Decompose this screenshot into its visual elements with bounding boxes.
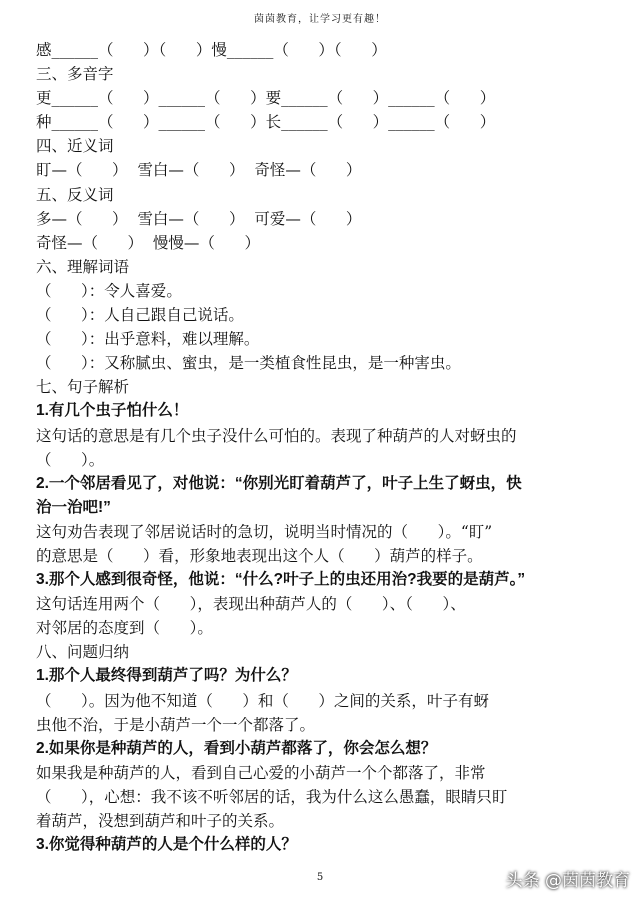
worksheet-body [36, 38, 620, 857]
worksheet-line: 1.那个人最终得到葫芦了吗？为什么？ [36, 667, 297, 685]
worksheet-line: 2.一个邻居看见了，对他说：“你别光盯着葫芦了，叶子上生了蚜虫，快 [36, 474, 522, 492]
page-number: 5 [316, 872, 324, 883]
worksheet-line: （ ）。 [36, 450, 105, 469]
worksheet-line: （ ）。因为他不知道（ ）和（ ）之间的关系，叶子有蚜 [36, 691, 489, 710]
worksheet-line: 3.那个人感到很奇怪，他说：“什么?叶子上的虫还用治?我要的是葫芦。” [36, 571, 526, 589]
worksheet-line: （ ）：又称腻虫、蜜虫，是一类植食性昆虫，是一种害虫。 [36, 354, 461, 373]
worksheet-line: 多—（ ） 雪白—（ ） 可爱—（ ） [36, 209, 362, 228]
worksheet-line: 四、近义词 [36, 137, 114, 156]
worksheet-line: 着葫芦，没想到葫芦和叶子的关系。 [36, 812, 285, 830]
worksheet-line: 2.如果你是种葫芦的人，看到小葫芦都落了，你会怎么想？ [36, 739, 437, 757]
worksheet-line: （ ）：出乎意料，难以理解。 [36, 330, 260, 349]
worksheet-line: 五、反义词 [36, 185, 114, 204]
worksheet-line: 盯—（ ） 雪白—（ ） 奇怪—（ ） [36, 161, 362, 180]
worksheet-line: 对邻居的态度到（ ）。 [36, 619, 213, 638]
worksheet-line: 七、句子解析 [36, 378, 130, 397]
worksheet-line: 这句话的意思是有几个虫子没什么可怕的。表现了种葫芦的人对蚜虫的 [36, 426, 517, 445]
worksheet-line: 1.有几个虫子怕什么！ [36, 402, 189, 420]
worksheet-line: （ ）：人自己跟自己说话。 [36, 306, 244, 325]
worksheet-line: 这句话连用两个（ ），表现出种葫芦人的（ ）、（ ）、 [36, 595, 466, 614]
worksheet-line: 3.你觉得种葫芦的人是个什么样的人？ [36, 836, 297, 854]
worksheet-line: 更______（ ）______（ ）要______（ ）______（ ） [36, 89, 496, 108]
worksheet-line: 的意思是（ ）看，形象地表现出这个人（ ）葫芦的样子。 [36, 546, 483, 565]
worksheet-line: 这句劝告表现了邻居说话时的急切，说明当时情况的（ ）。“盯” [36, 522, 493, 541]
worksheet-line: 如果我是种葫芦的人，看到自己心爱的小葫芦一个个都落了，非常 [36, 763, 486, 782]
worksheet-line: 治一治吧!” [36, 498, 111, 516]
worksheet-line: 种______（ ）______（ ）长______（ ）______（ ） [36, 113, 496, 132]
worksheet-line: 奇怪—（ ） 慢慢—（ ） [36, 233, 260, 252]
worksheet-line: （ ）：令人喜爱。 [36, 281, 182, 300]
worksheet-line: 八、问题归纳 [36, 643, 130, 662]
worksheet-line: 虫他不治，于是小葫芦一个一个都落了。 [36, 715, 316, 734]
page-header: 茵茵教育，让学习更有趣！ [254, 14, 386, 25]
worksheet-line: 六、理解词语 [36, 257, 130, 276]
watermark: 头条 @茵茵教育 [505, 871, 630, 891]
worksheet-line: 三、多音字 [36, 65, 114, 84]
worksheet-line: 感______（ ）（ ）慢______（ ）（ ） [36, 41, 387, 59]
worksheet-line: （ ），心想：我不该不听邻居的话，我为什么这么愚蠢，眼睛只盯 [36, 787, 508, 806]
